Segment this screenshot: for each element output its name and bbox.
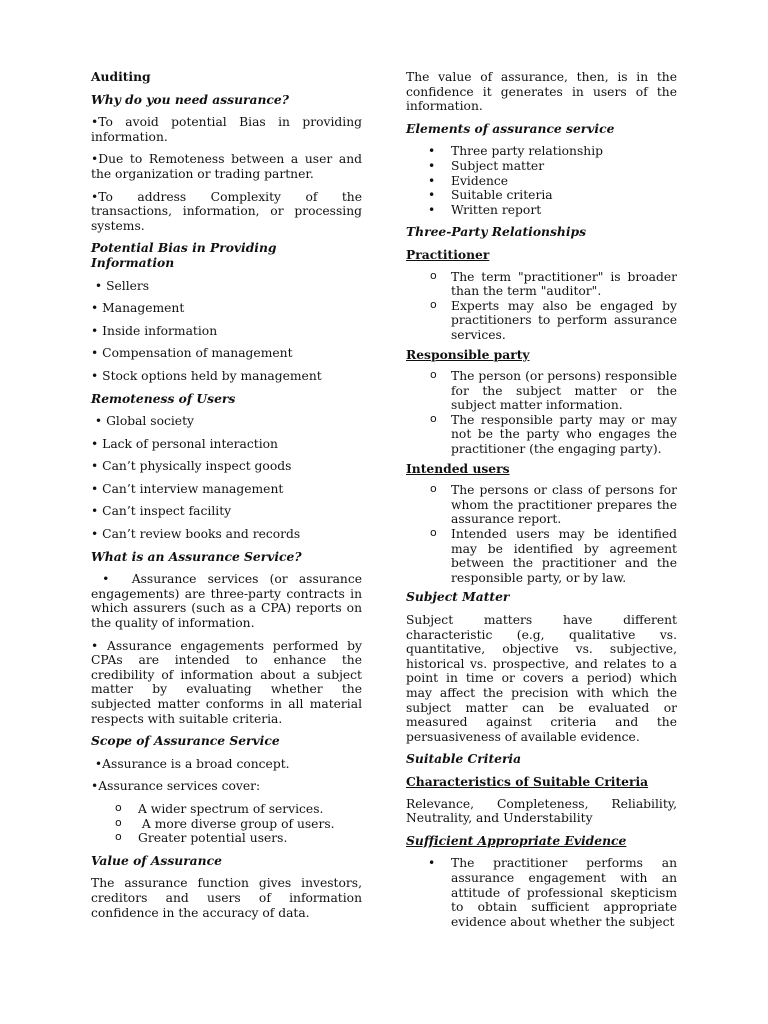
bias-item: • Compensation of management (91, 346, 293, 361)
elements-item: • Suitable criteria (406, 188, 677, 203)
responsible-party-item: o The responsible party may or may not be the party who engages the practitioner (the engaging party). (406, 413, 677, 457)
scope-sub-item: o A wider spectrum of services. (91, 802, 362, 817)
intro-paragraph: The value of assurance, then, is in the confidence it generates in users of the information. (406, 70, 677, 114)
suitable-criteria-heading: Suitable Criteria (406, 751, 522, 767)
elements-item: • Evidence (406, 174, 677, 189)
practitioner-list (406, 270, 677, 343)
elements-item: • Subject matter (406, 159, 677, 174)
responsible-party-list (406, 369, 677, 457)
why-item: •To address Complexity of the transactions, information, or processing systems. (91, 189, 362, 233)
bias-item: • Inside information (91, 323, 218, 338)
scope-item: •Assurance is a broad concept. (91, 756, 290, 771)
intended-users-heading: Intended users (406, 460, 510, 476)
bias-item: • Sellers (91, 278, 150, 293)
remoteness-item: • Lack of personal interaction (91, 436, 278, 451)
remoteness-item: • Can’t physically inspect goods (91, 459, 292, 474)
scope-item: •Assurance services cover: (91, 779, 261, 794)
subject-matter-paragraph: Subject matters have different characteristic (e.g, qualitative vs. quantitative, objective vs. subjective, historical vs. prospective, and relates to a point in time or covers a period) which may affect the precision with which the subject matter can be evaluated or measured against criteria and the persuasiveness of available evidence. (406, 613, 677, 744)
three-party-heading: Three-Party Relationships (406, 224, 587, 240)
evidence-heading: Sufficient Appropriate Evidence (406, 832, 627, 848)
practitioner-heading: Practitioner (406, 246, 490, 262)
subject-matter-heading: Subject Matter (406, 589, 510, 605)
evidence-item: • The practitioner performs an assurance engagement with an attitude of professional skepticism to obtain sufficient appropriate evidence about whether the subject (406, 856, 677, 929)
bias-item: • Stock options held by management (91, 368, 322, 383)
why-item: •To avoid potential Bias in providing information. (91, 115, 362, 144)
intended-users-list (406, 483, 677, 585)
assurance-service-paragraph: • Assurance engagements performed by CPAs are intended to enhance the credibility of information about a subject matter by evaluating whether the subjected matter conforms in all material respects with suitable criteria. (91, 638, 362, 726)
evidence-list (406, 856, 677, 929)
bias-item: • Management (91, 301, 185, 316)
intended-users-item: o The persons or class of persons for whom the practitioner prepares the assurance report. (406, 483, 677, 527)
elements-item: • Written report (406, 203, 677, 218)
remoteness-heading: Remoteness of Users (91, 390, 236, 406)
responsible-party-item: o The person (or persons) responsible for the subject matter or the subject matter information. (406, 369, 677, 413)
assurance-service-heading: What is an Assurance Service? (91, 548, 302, 564)
value-paragraph: The assurance function gives investors, creditors and users of information confidence in the accuracy of data. (91, 876, 362, 920)
remoteness-item: • Can’t inspect facility (91, 504, 232, 519)
practitioner-item: o Experts may also be engaged by practitioners to perform assurance services. (406, 299, 677, 343)
value-heading: Value of Assurance (91, 852, 222, 868)
why-item: •Due to Remoteness between a user and the organization or trading partner. (91, 152, 362, 181)
right-column (406, 70, 677, 937)
scope-heading: Scope of Assurance Service (91, 733, 280, 749)
practitioner-item: o The term "practitioner" is broader than the term "auditor". (406, 270, 677, 299)
scope-sub-list (91, 802, 362, 846)
bias-heading: Potential Bias in Providing Information (91, 240, 277, 270)
why-heading: Why do you need assurance? (91, 91, 289, 107)
characteristics-paragraph: Relevance, Completeness, Reliability, Neutrality, and Understability (406, 796, 677, 826)
scope-sub-item: o Greater potential users. (91, 831, 362, 846)
elements-list (406, 144, 677, 217)
responsible-party-heading: Responsible party (406, 346, 530, 362)
remoteness-item: • Global society (91, 414, 194, 429)
left-column (91, 69, 366, 928)
characteristics-heading: Characteristics of Suitable Criteria (406, 773, 649, 789)
assurance-service-paragraph: • Assurance services (or assurance engagements) are three-party contracts in which assurers (such as a CPA) reports on the quality of information. (91, 572, 366, 631)
elements-heading: Elements of assurance service (406, 120, 615, 136)
remoteness-item: • Can’t interview management (91, 481, 284, 496)
document-title: Auditing (91, 69, 151, 84)
elements-item: • Three party relationship (406, 144, 677, 159)
scope-sub-item: o A more diverse group of users. (91, 817, 362, 832)
remoteness-item: • Can’t review books and records (91, 527, 301, 542)
intended-users-item: o Intended users may be identified may be identified by agreement between the practitioner and the responsible party, or by law. (406, 527, 677, 585)
